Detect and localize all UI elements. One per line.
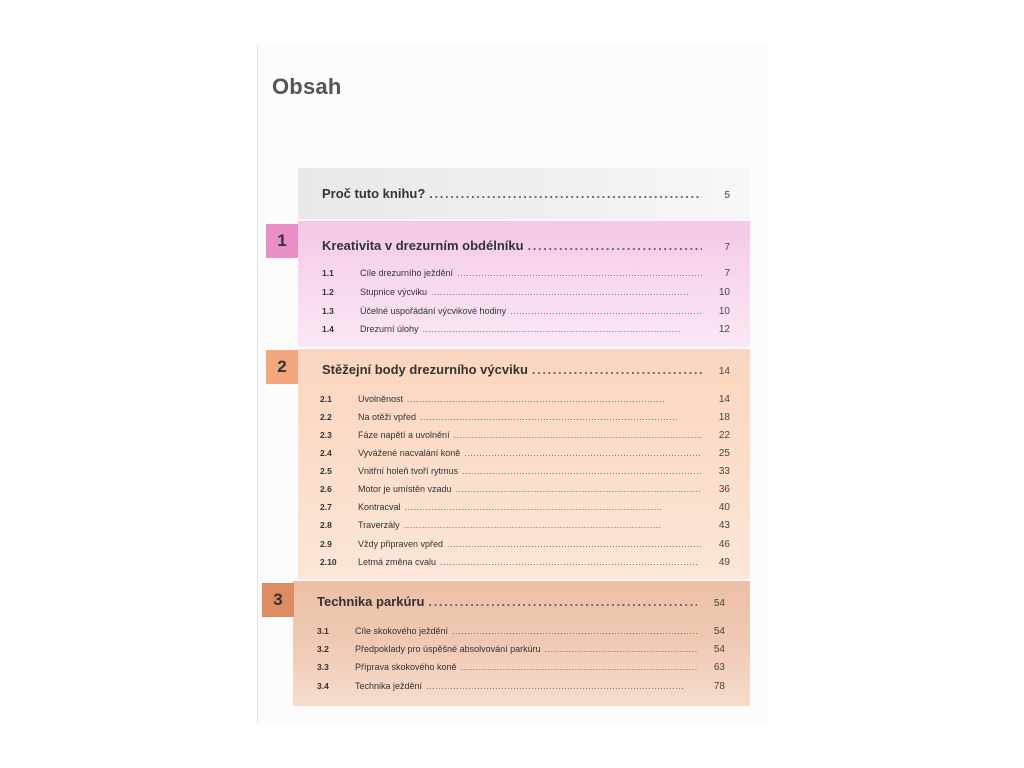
section-title: Traverzály (358, 520, 400, 530)
chapter-1-title: Kreativita v drezurním obdélníku (322, 238, 524, 253)
leader-dots (404, 520, 702, 530)
section-title: Účelné uspořádání výcvikové hodiny (360, 306, 507, 316)
chapter-2-entry (322, 362, 730, 377)
leader-dots (428, 594, 697, 609)
leader-dots (532, 362, 702, 377)
section-title: Uvolněnost (358, 394, 404, 404)
toc-entry-2-9 (320, 539, 730, 550)
chapter-1-number: 1 (266, 224, 298, 258)
section-number: 2.1 (320, 394, 332, 404)
section-number: 2.3 (320, 430, 332, 440)
leader-dots (456, 484, 702, 494)
leader-dots (464, 448, 702, 458)
section-number: 1.1 (322, 268, 334, 278)
leader-dots (528, 238, 702, 253)
section-page: 46 (718, 539, 730, 550)
section-title: Drezurní úlohy (360, 324, 419, 334)
toc-entry-1-3 (322, 306, 730, 317)
section-number: 1.2 (322, 287, 334, 297)
leader-dots (429, 186, 702, 201)
section-title: Vždy připraven vpřed (358, 539, 444, 549)
section-page: 14 (718, 394, 730, 405)
toc-entry-2-2 (320, 412, 730, 423)
chapter-1-page: 7 (724, 242, 730, 253)
section-number: 2.10 (320, 557, 337, 567)
chapter-3-number: 3 (262, 583, 294, 617)
section-title: Stupnice výcviku (360, 287, 428, 297)
leader-dots (457, 268, 702, 278)
section-number: 2.5 (320, 466, 332, 476)
section-title: Letmá změna cvalu (358, 557, 437, 567)
leader-dots (462, 466, 702, 476)
toc-entry-3-4 (317, 681, 725, 692)
chapter-3-page: 54 (713, 598, 725, 609)
leader-dots (545, 644, 697, 654)
intro-title: Proč tuto knihu? (322, 186, 426, 201)
chapter-2-number: 2 (266, 350, 298, 384)
section-page: 12 (718, 324, 730, 335)
leader-dots (405, 502, 702, 512)
leader-dots (452, 626, 697, 636)
section-page: 43 (718, 520, 730, 531)
section-number: 3.4 (317, 681, 329, 691)
section-title: Příprava skokového koně (355, 662, 457, 672)
section-number: 2.4 (320, 448, 332, 458)
section-page: 78 (713, 681, 725, 692)
intro-entry (322, 186, 730, 201)
toc-entry-1-2 (322, 287, 730, 298)
section-number: 2.8 (320, 520, 332, 530)
section-title: Cíle skokového ježdění (355, 626, 449, 636)
section-title: Předpoklady pro úspěšné absolvování parkúru (355, 644, 541, 654)
section-page: 10 (718, 306, 730, 317)
toc-entry-2-5 (320, 466, 730, 477)
leader-dots (454, 430, 702, 440)
toc-entry-2-3 (320, 430, 730, 441)
section-page: 25 (718, 448, 730, 459)
chapter-2-page: 14 (718, 366, 730, 377)
leader-dots (510, 306, 702, 316)
section-page: 54 (713, 644, 725, 655)
toc-entry-2-1 (320, 394, 730, 405)
leader-dots (431, 287, 702, 297)
chapter-3-entry (317, 594, 725, 609)
toc-entry-1-4 (322, 324, 730, 335)
section-page: 22 (718, 430, 730, 441)
section-page: 63 (713, 662, 725, 673)
toc-entry-2-10 (320, 557, 730, 568)
section-title: Kontracval (358, 502, 401, 512)
section-number: 1.4 (322, 324, 334, 334)
section-title: Vyvážené nacvalání koně (358, 448, 461, 458)
section-title: Technika ježdění (355, 681, 423, 691)
toc-entry-2-7 (320, 502, 730, 513)
section-number: 1.3 (322, 306, 334, 316)
leader-dots (461, 662, 697, 672)
section-number: 2.9 (320, 539, 332, 549)
intro-page: 5 (724, 190, 730, 201)
leader-dots (447, 539, 702, 549)
leader-dots (423, 324, 702, 334)
section-page: 33 (718, 466, 730, 477)
section-page: 36 (718, 484, 730, 495)
chapter-2-title: Stěžejní body drezurního výcviku (322, 362, 528, 377)
section-title: Motor je umístěn vzadu (358, 484, 452, 494)
section-number: 3.2 (317, 644, 329, 654)
section-title: Na otěži vpřed (358, 412, 417, 422)
leader-dots (420, 412, 702, 422)
section-title: Fáze napětí a uvolnění (358, 430, 450, 440)
section-number: 2.6 (320, 484, 332, 494)
section-page: 7 (724, 268, 730, 279)
toc-entry-2-6 (320, 484, 730, 495)
section-page: 54 (713, 626, 725, 637)
toc-entry-2-8 (320, 520, 730, 531)
leader-dots (426, 681, 697, 691)
toc-entry-3-3 (317, 662, 725, 673)
section-page: 10 (718, 287, 730, 298)
section-title: Cíle drezurního ježdění (360, 268, 454, 278)
section-number: 3.3 (317, 662, 329, 672)
section-number: 2.7 (320, 502, 332, 512)
toc-entry-2-4 (320, 448, 730, 459)
leader-dots (440, 557, 702, 567)
section-number: 3.1 (317, 626, 329, 636)
section-number: 2.2 (320, 412, 332, 422)
page-title: Obsah (272, 74, 342, 99)
toc-entry-3-2 (317, 644, 725, 655)
section-page: 49 (718, 557, 730, 568)
chapter-3-title: Technika parkúru (317, 594, 425, 609)
leader-dots (407, 394, 702, 404)
section-page: 40 (718, 502, 730, 513)
toc-entry-3-1 (317, 626, 725, 637)
chapter-1-entry (322, 238, 730, 253)
toc-entry-1-1 (322, 268, 730, 279)
section-title: Vnitřní holeň tvoří rytmus (358, 466, 459, 476)
section-page: 18 (718, 412, 730, 423)
